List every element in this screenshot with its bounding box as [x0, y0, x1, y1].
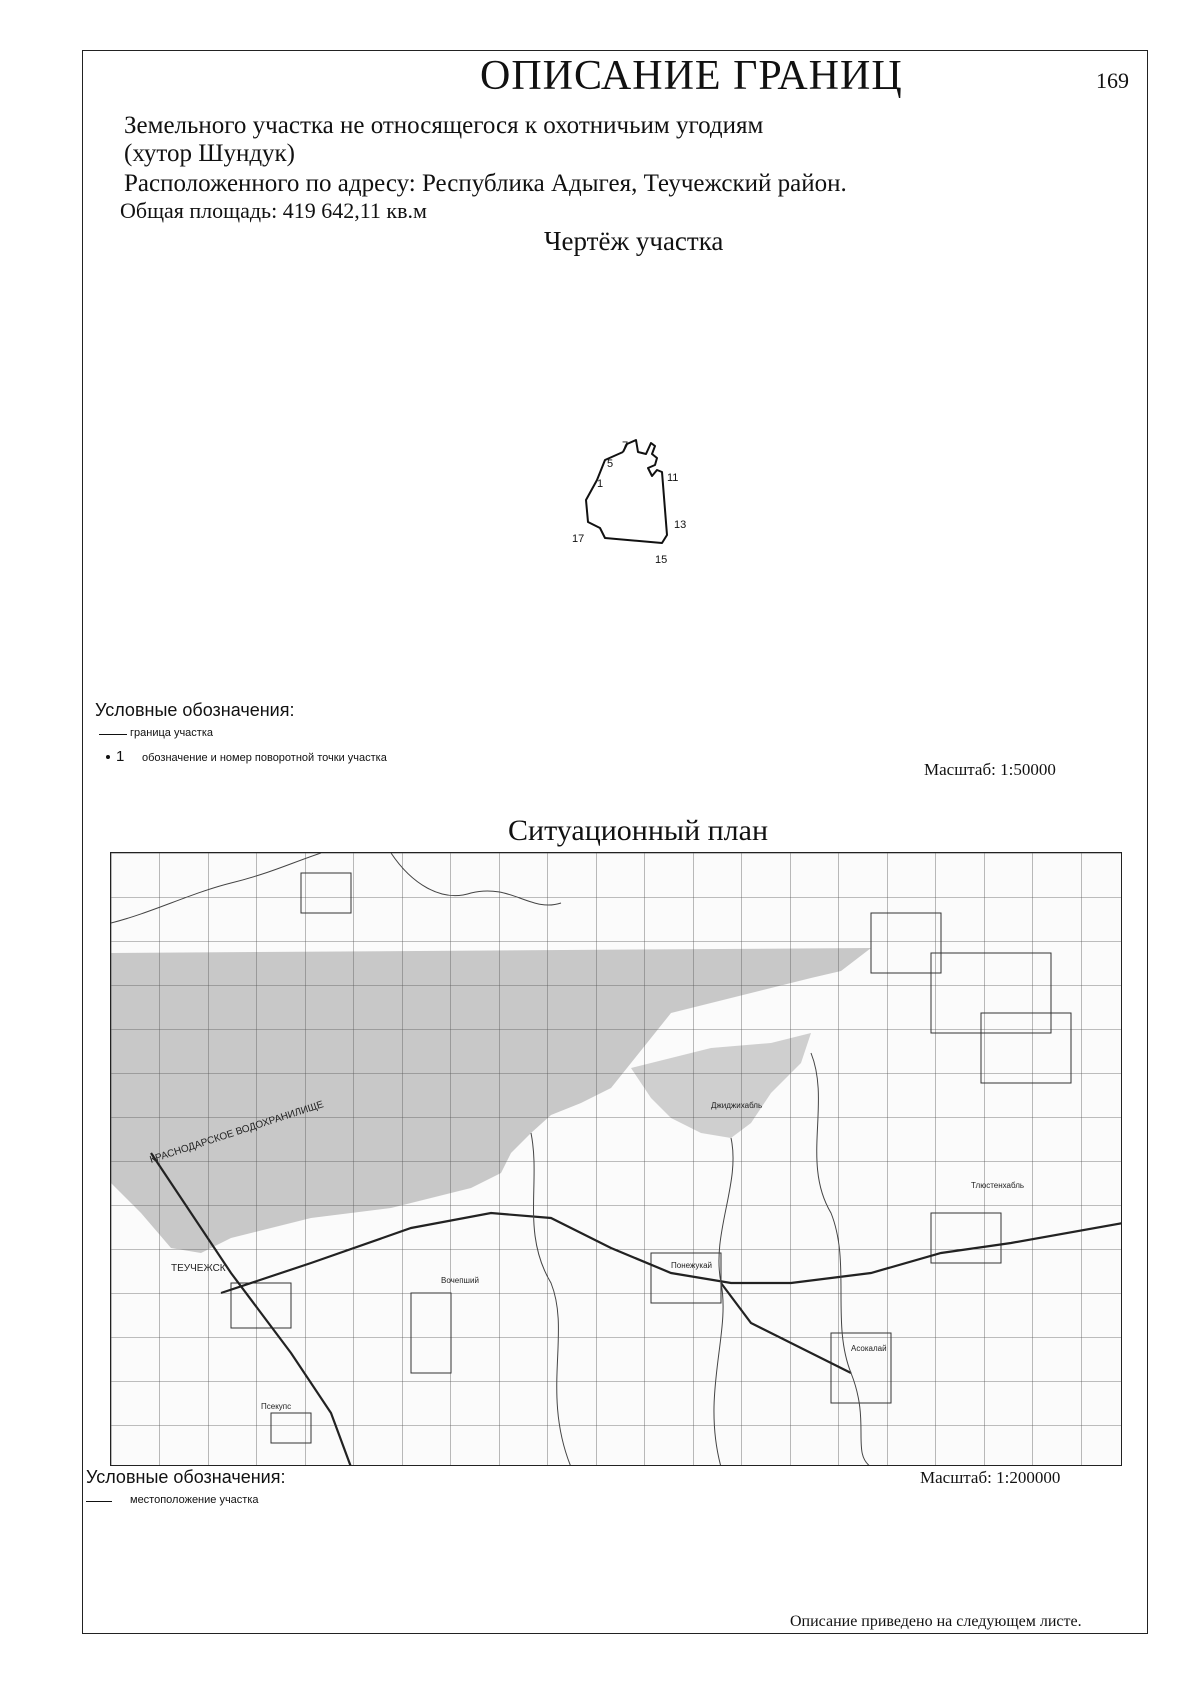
page-number: 169 [1096, 68, 1129, 93]
drawing-scale: Масштаб: 1:50000 [924, 760, 1056, 779]
situational-map-svg [111, 853, 1122, 1466]
point-dot-symbol [106, 755, 110, 759]
drawing-legend-title: Условные обозначения: [95, 700, 295, 720]
plot-description: Земельного участка не относящегося к охотничьим угодиям [124, 112, 764, 139]
map-label-tlyustenkhabl: Тлюстенхабль [971, 1181, 1025, 1190]
plan-legend-title: Условные обозначения: [86, 1467, 286, 1487]
plot-locality: (хутор Шундук) [124, 140, 296, 167]
plan-legend-location: местоположение участка [130, 1494, 259, 1506]
map-label-reservoir: КРАСНОДАРСКОЕ ВОДОХРАНИЛИЩЕ [148, 1099, 326, 1166]
footer-note: Описание приведено на следующем листе. [790, 1613, 1082, 1630]
map-label-psekups: Псекупс [261, 1402, 292, 1411]
point-label-7: 7 [622, 440, 629, 452]
drawing-title: Чертёж участка [544, 226, 724, 256]
map-label-ponezhukai: Понежукай [671, 1261, 713, 1270]
drawing-legend-point: обозначение и номер поворотной точки участка [142, 752, 387, 764]
point-label-17: 17 [572, 533, 585, 545]
plot-boundary [586, 440, 667, 543]
plan-title: Ситуационный план [508, 814, 769, 847]
page-title: ОПИСАНИЕ ГРАНИЦ [480, 53, 903, 99]
map-label-teuchezhsk: ТЕУЧЕЖСК [171, 1263, 226, 1274]
plot-drawing [0, 0, 1200, 700]
drawing-legend-boundary: граница участка [130, 727, 213, 739]
plan-scale: Масштаб: 1:200000 [920, 1468, 1061, 1487]
point-label-5: 5 [607, 458, 614, 470]
map-label-dzhidzhikhabl: Джиджихабль [711, 1101, 763, 1110]
map-label-asokalai: Асокалай [851, 1344, 887, 1353]
location-line-symbol [86, 1501, 112, 1502]
point-label-15: 15 [655, 554, 668, 566]
map-grid [111, 853, 1122, 1466]
point-label-11: 11 [667, 472, 679, 484]
point-label-13: 13 [674, 519, 687, 531]
map-label-vochepshii: Вочепший [441, 1276, 479, 1285]
plot-area: Общая площадь: 419 642,11 кв.м [120, 198, 427, 223]
point-label-1: 1 [597, 478, 604, 490]
situational-map [110, 852, 1122, 1466]
plot-address: Расположенного по адресу: Республика Адыгея, Теучежский район. [124, 170, 847, 197]
boundary-line-symbol [99, 734, 127, 735]
drawing-legend-point-marker: 1 [116, 748, 125, 765]
